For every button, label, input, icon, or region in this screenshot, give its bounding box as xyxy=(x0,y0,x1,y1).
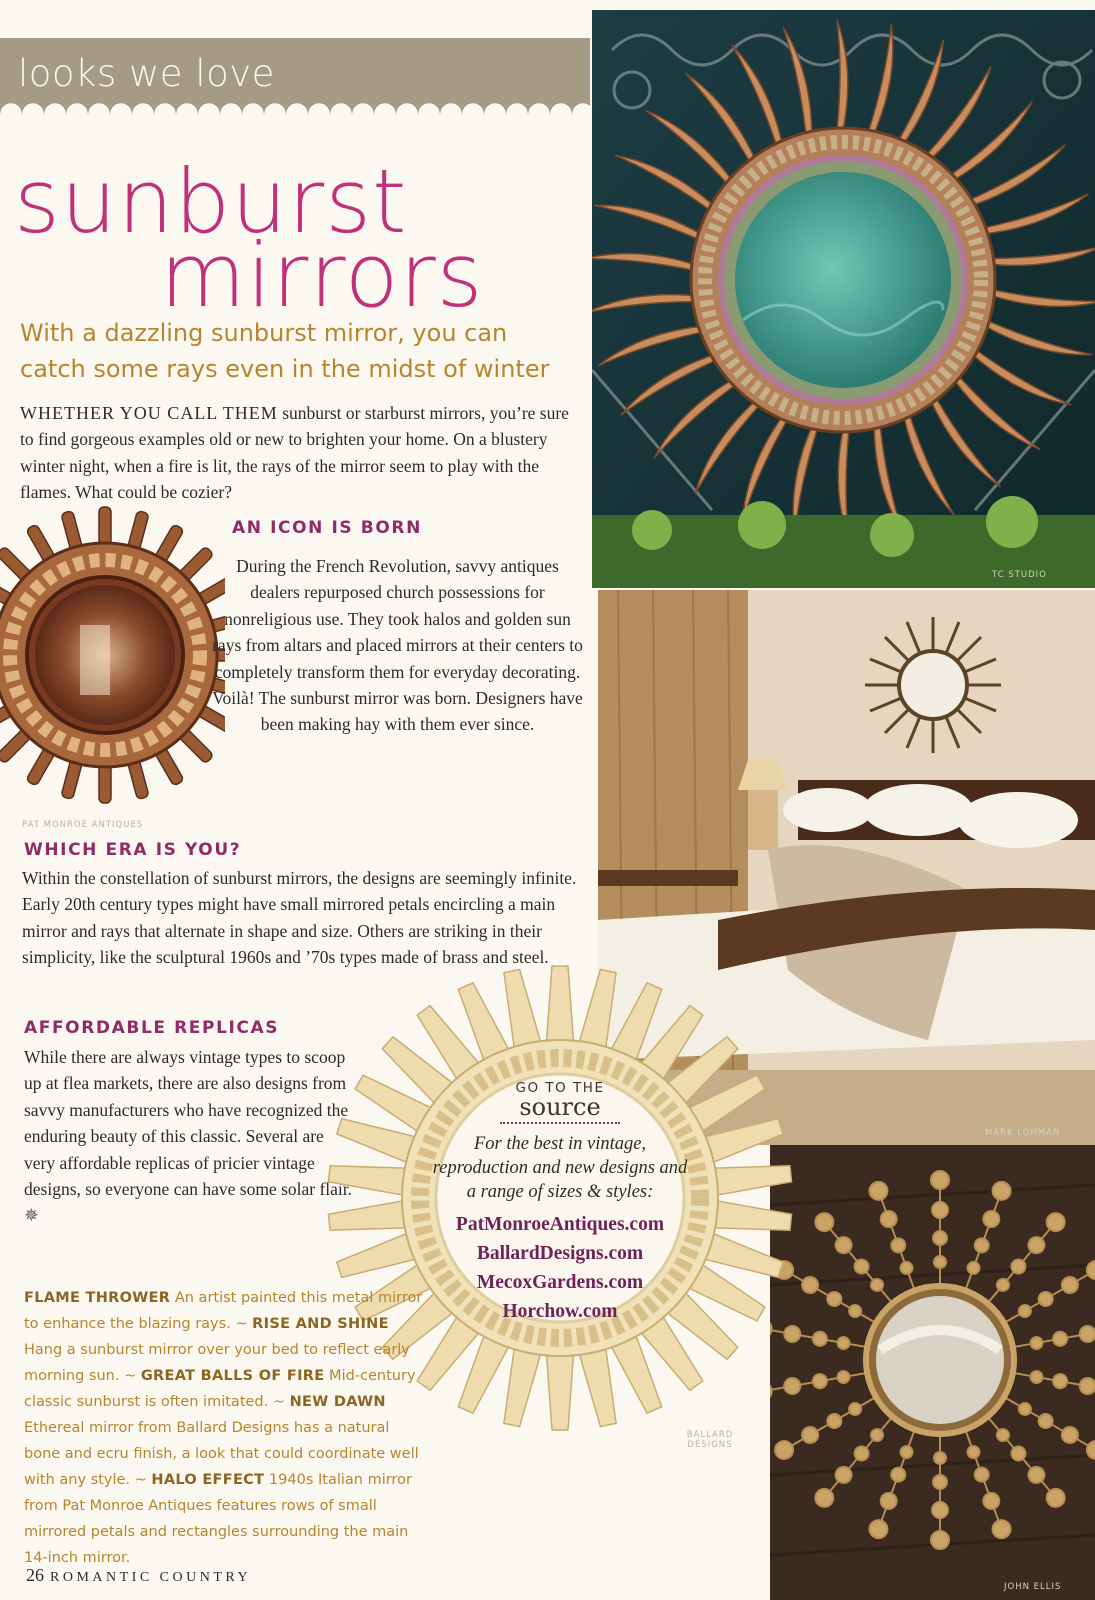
intro-text: sunburst or starburst mirrors, you’re sure to find gorgeous examples old or new to brighten your home. On a blustery winter night, when a fire is lit, the rays of the mirror seem to play with the flames. What could be cozier? xyxy=(20,403,569,503)
source-link-ballard[interactable]: BallardDesigns.com xyxy=(476,1243,644,1264)
caption-text-balls: Mid-century classic sunburst is often imitated. ~ xyxy=(24,1368,416,1410)
section-label: looks we love xyxy=(18,52,275,95)
halo-mirror-photo xyxy=(0,505,225,805)
photo-credit: JOHN ELLIS xyxy=(1004,1582,1062,1592)
section-heading-era: WHICH ERA IS YOU? xyxy=(24,840,242,860)
intro-lead: WHETHER YOU CALL THEM xyxy=(20,403,278,423)
magazine-name: ROMANTIC COUNTRY xyxy=(50,1570,252,1585)
caption-text-dawn: Ethereal mirror from Ballard Designs has a natural bone and ecru finish, a look that could coordinate well with any style. ~ xyxy=(24,1420,419,1488)
source-description: For the best in vintage, reproduction and new designs and a range of sizes & styles: xyxy=(432,1134,688,1202)
photo-credit: BALLARD DESIGNS xyxy=(686,1430,734,1450)
page-footer xyxy=(26,1565,251,1586)
caption-text-flame: An artist painted this metal mirror to enhance the blazing rays. ~ xyxy=(24,1290,423,1332)
source-title: source xyxy=(519,1093,601,1121)
caption-head-dawn: NEW DAWN xyxy=(289,1394,386,1410)
source-link-horchow[interactable]: Horchow.com xyxy=(502,1301,618,1322)
photo-credit: PAT MONROE ANTIQUES xyxy=(22,820,144,830)
page-title-line-1: sunburst xyxy=(14,150,408,253)
caption-text-rise: Hang a sunburst mirror over your bed to reflect early morning sun. ~ xyxy=(24,1342,410,1384)
flame-mirror-photo xyxy=(592,10,1095,588)
section-heading-replicas: AFFORDABLE REPLICAS xyxy=(24,1018,280,1038)
page-title-line-2: mirrors xyxy=(160,224,484,327)
caption-head-flame: FLAME THROWER xyxy=(24,1290,171,1306)
photo-credit: TC STUDIO xyxy=(992,570,1047,580)
caption-head-balls: GREAT BALLS OF FIRE xyxy=(140,1368,325,1384)
caption-head-rise: RISE AND SHINE xyxy=(252,1316,389,1332)
caption-text-halo: 1940s Italian mirror from Pat Monroe Antiques features rows of small mirrored petals and rectangles surrounding the main 14-inch mirror. xyxy=(24,1472,412,1566)
source-link-pat-monroe[interactable]: PatMonroeAntiques.com xyxy=(455,1214,665,1235)
section-heading-icon: AN ICON IS BORN xyxy=(232,518,422,538)
page-number: 26 xyxy=(26,1565,44,1585)
section-text-replicas xyxy=(24,1044,354,1229)
section-text-icon: During the French Revolution, savvy antiques dealers repurposed church possessions for nonreligious use. They took halos and golden sun rays from altars and placed mirrors at their centers to completely transform them for everyday decorating. Voilà! The sunburst mirror was born. Designers have been making hay with them ever since. xyxy=(212,556,583,735)
source-link-mecox[interactable]: MecoxGardens.com xyxy=(476,1272,644,1293)
intro-paragraph xyxy=(20,400,580,506)
balls-mirror-photo xyxy=(770,1145,1095,1600)
photo-captions xyxy=(24,1285,744,1571)
section-text-replicas-body: While there are always vintage types to scoop up at flea markets, there are also designs from savvy manufacturers who have recognized the enduring beauty of this classic. Several are very affordable replicas of pricier vintage designs, so everyone can have some solar flair. xyxy=(24,1047,353,1200)
page-subtitle: With a dazzling sunburst mirror, you can catch some rays even in the midst of winter xyxy=(20,319,550,383)
caption-head-halo: HALO EFFECT xyxy=(151,1472,265,1488)
sun-end-icon: ✵ xyxy=(24,1205,39,1226)
photo-credit: MARK LOHMAN xyxy=(985,1128,1061,1138)
section-text-era: Within the constellation of sunburst mirrors, the designs are seemingly infinite. Early 20th century types might have small mirrored petals encircling a main mirror and rays that alternate in shape and size. Others are striking in their simplicity, like the sculptural 1960s and ’70s types made of brass and steel. xyxy=(22,868,577,968)
source-divider xyxy=(500,1122,620,1124)
source-pre-label: GO TO THE xyxy=(515,1080,605,1096)
